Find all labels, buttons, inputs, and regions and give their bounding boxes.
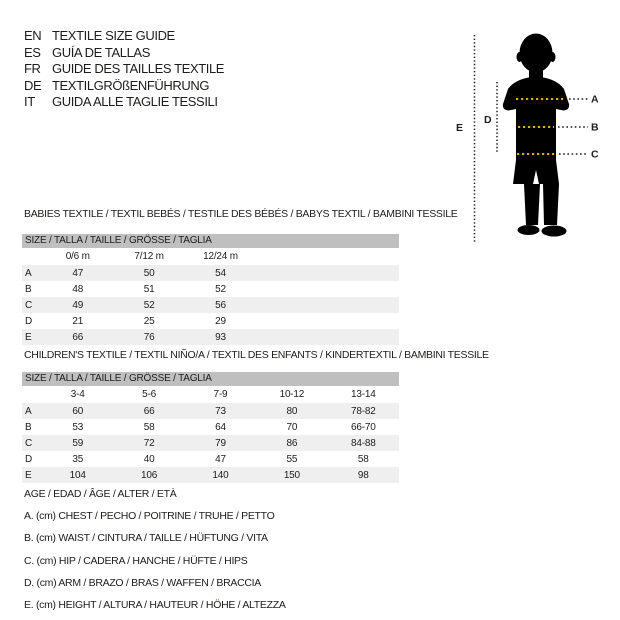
size-value-cell	[328, 281, 399, 297]
table-row	[22, 403, 399, 419]
measure-label-a: A	[591, 93, 599, 106]
table-row	[22, 451, 399, 467]
size-value-cell	[256, 313, 327, 329]
children-size-table-block	[22, 372, 399, 483]
size-value-cell: 106	[113, 467, 184, 483]
size-value-cell: 140	[185, 467, 256, 483]
size-value-cell: 66-70	[350, 421, 376, 433]
size-value-cell: 49	[42, 297, 113, 313]
legend-line-hip: C. (cm) HIP / CADERA / HANCHE / HÜFTE / HIPS	[24, 554, 248, 567]
row-label: B	[25, 283, 32, 295]
column-header: 10-12	[279, 389, 305, 400]
size-value-cell: 47	[215, 453, 226, 465]
table-row	[22, 265, 399, 281]
size-value-cell: 64	[215, 421, 226, 433]
table-row	[22, 313, 399, 329]
column-header: 0/6 m	[65, 251, 90, 262]
babies-section-title: BABIES TEXTILE / TEXTIL BEBÉS / TESTILE DES BÉBÉS / BABYS TEXTIL / BAMBINI TESSILE	[24, 208, 458, 220]
size-value-cell: 52	[215, 283, 226, 295]
child-silhouette-figure	[440, 20, 620, 255]
size-value-cell: 150	[256, 467, 327, 483]
size-value-cell: 73	[185, 403, 256, 419]
children-size-header-bar: SIZE / TALLA / TAILLE / GRÖSSE / TAGLIA	[22, 372, 399, 386]
row-label: A	[22, 265, 42, 281]
lang-row-es	[24, 45, 224, 62]
children-size-table	[22, 386, 399, 483]
row-label: C	[22, 435, 42, 451]
corner-cell	[22, 248, 42, 265]
table-row	[22, 329, 399, 345]
size-value-cell: 93	[185, 329, 256, 345]
legend-line-waist: B. (cm) WAIST / CINTURA / TAILLE / HÜFTUNG / VITA	[24, 532, 268, 545]
size-value-cell: 47	[42, 265, 113, 281]
measure-label-d: D	[484, 114, 492, 126]
babies-column-header-row	[22, 248, 399, 265]
lang-title: GUIDA ALLE TAGLIE TESSILI	[52, 94, 218, 110]
size-value-cell: 40	[143, 453, 155, 465]
column-header-empty	[256, 248, 327, 265]
size-value-cell: 35	[72, 453, 84, 465]
size-value-cell	[328, 329, 399, 345]
column-header: 7-9	[213, 389, 228, 400]
lang-code: IT	[24, 94, 35, 110]
lang-title: GUIDE DES TAILLES TEXTILE	[52, 61, 225, 77]
size-value-cell: 72	[113, 435, 184, 451]
row-label: A	[22, 403, 42, 419]
table-row	[22, 435, 399, 451]
size-value-cell: 60	[42, 403, 113, 419]
measurement-legend	[24, 483, 286, 616]
table-row	[22, 281, 399, 297]
size-value-cell: 58	[357, 453, 369, 465]
babies-size-table	[22, 248, 399, 345]
lang-title: GUÍA DE TALLAS	[52, 44, 150, 60]
size-value-cell: 66	[42, 329, 113, 345]
row-label: B	[25, 421, 32, 433]
column-header: 12/24 m	[203, 251, 238, 262]
babies-size-header-bar: SIZE / TALLA / TAILLE / GRÖSSE / TAGLIA	[22, 234, 399, 248]
lang-row-en	[24, 28, 224, 45]
row-label: E	[22, 467, 42, 483]
lang-code: FR	[24, 61, 41, 77]
size-value-cell: 58	[143, 421, 155, 433]
row-label: E	[22, 329, 42, 345]
measure-label-e: E	[456, 122, 464, 134]
column-header-empty	[328, 248, 399, 265]
size-value-cell	[256, 265, 327, 281]
row-label: D	[25, 453, 33, 465]
child-silhouette	[503, 34, 569, 237]
lang-title: TEXTILGRÖßENFÜHRUNG	[52, 77, 210, 93]
column-header: 7/12 m	[134, 251, 164, 262]
size-value-cell: 86	[256, 435, 327, 451]
size-value-cell: 55	[286, 453, 298, 465]
legend-line-arm: D. (cm) ARM / BRAZO / BRAS / WAFFEN / BRACCIA	[24, 576, 261, 589]
size-value-cell: 29	[215, 315, 226, 327]
legend-line-height: E. (cm) HEIGHT / ALTURA / HAUTEUR / HÖHE / ALTEZZA	[24, 599, 286, 612]
measure-label-c: C	[591, 148, 599, 161]
children-column-header-row	[22, 386, 399, 403]
lang-code: EN	[24, 28, 42, 43]
size-value-cell: 66	[113, 403, 184, 419]
size-value-cell	[328, 297, 399, 313]
size-value-cell: 84-88	[328, 435, 399, 451]
size-value-cell: 79	[185, 435, 256, 451]
lang-code: DE	[24, 77, 42, 93]
size-value-cell	[256, 329, 327, 345]
row-label: C	[22, 297, 42, 313]
lang-code: ES	[24, 44, 41, 60]
size-value-cell: 25	[143, 315, 155, 327]
lang-row-fr	[24, 61, 224, 78]
size-value-cell: 50	[113, 265, 184, 281]
table-row	[22, 467, 399, 483]
size-value-cell	[328, 313, 399, 329]
size-value-cell: 59	[42, 435, 113, 451]
corner-cell	[22, 386, 42, 403]
measure-label-b: B	[591, 121, 599, 134]
column-header: 3-4	[70, 389, 85, 400]
column-header: 13-14	[350, 389, 376, 400]
size-value-cell	[256, 297, 327, 313]
babies-size-table-block	[22, 234, 399, 345]
size-value-cell	[256, 281, 327, 297]
legend-line-chest: A. (cm) CHEST / PECHO / POITRINE / TRUHE / PETTO	[24, 510, 275, 523]
table-row	[22, 419, 399, 435]
row-label: D	[25, 315, 33, 327]
column-header: 5-6	[142, 389, 157, 400]
size-value-cell: 98	[328, 467, 399, 483]
size-value-cell: 70	[286, 421, 298, 433]
size-value-cell: 80	[256, 403, 327, 419]
lang-row-de	[24, 78, 224, 95]
size-value-cell: 51	[143, 283, 155, 295]
size-value-cell	[328, 265, 399, 281]
size-value-cell: 48	[72, 283, 84, 295]
size-value-cell: 78-82	[328, 403, 399, 419]
size-value-cell: 53	[72, 421, 84, 433]
size-value-cell: 104	[42, 467, 113, 483]
table-row	[22, 297, 399, 313]
size-value-cell: 56	[185, 297, 256, 313]
language-title-list	[24, 28, 224, 111]
size-value-cell: 76	[113, 329, 184, 345]
legend-line-age: AGE / EDAD / ÂGE / ALTER / ETÀ	[24, 488, 177, 500]
lang-row-it	[24, 94, 224, 111]
size-value-cell: 21	[72, 315, 84, 327]
size-value-cell: 54	[185, 265, 256, 281]
size-value-cell: 52	[113, 297, 184, 313]
children-section-title: CHILDREN'S TEXTILE / TEXTIL NIÑO/A / TEXTIL DES ENFANTS / KINDERTEXTIL / BAMBINI TESSILE	[24, 349, 489, 361]
lang-title: TEXTILE SIZE GUIDE	[52, 28, 175, 43]
